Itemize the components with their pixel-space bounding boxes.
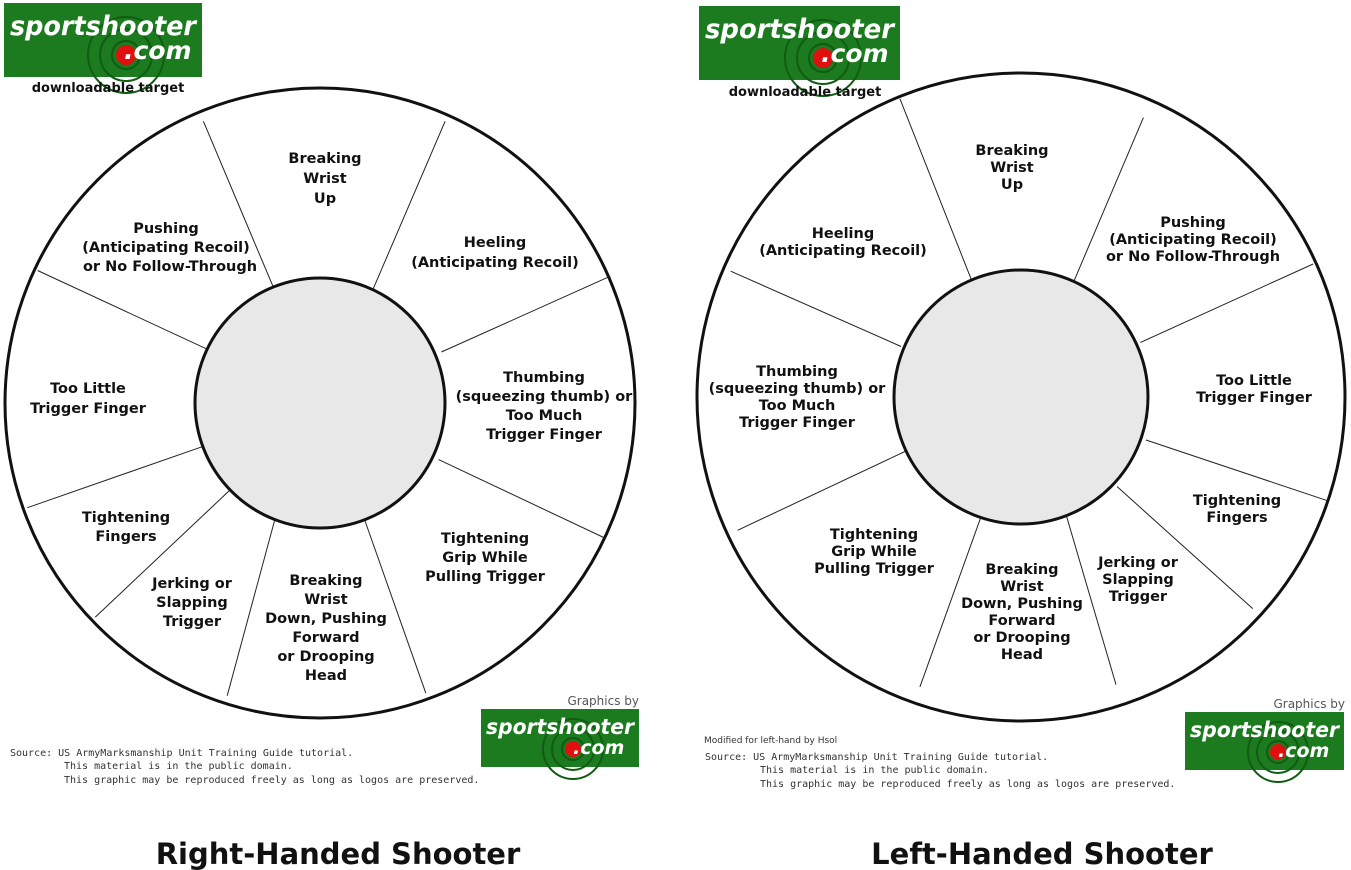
label-line: Too Much (758, 398, 836, 414)
svg-text:TighteningGrip WhilePulling Tr (814, 527, 935, 577)
caption: Right-Handed Shooter (155, 837, 521, 870)
source-note (10, 748, 479, 786)
segment-jerking (1097, 555, 1179, 605)
bottom-logo (1185, 712, 1344, 782)
label-line: Grip While (442, 550, 528, 566)
label-line: Trigger Finger (486, 427, 602, 443)
label-line: Too Little (50, 381, 126, 397)
label-line: (Anticipating Recoil) (411, 255, 579, 271)
downloadable-label: downloadable target (728, 85, 882, 100)
center-bullseye (195, 278, 445, 528)
label-line: Breaking (288, 151, 362, 167)
caption: Left-Handed Shooter (871, 837, 1213, 870)
panel-left-handed (697, 6, 1345, 870)
label-line: Breaking (985, 562, 1059, 578)
label-line: or Drooping (277, 649, 375, 665)
label-line: Head (1000, 647, 1044, 663)
label-line: Trigger Finger (739, 415, 855, 431)
top-logo (4, 3, 202, 93)
label-line: or No Follow-Through (1105, 249, 1281, 265)
label-line: Too Little (1216, 373, 1292, 389)
label-line: Trigger (1108, 589, 1168, 605)
logo-word: sportshooter (1190, 718, 1341, 742)
label-line: Thumbing (503, 370, 585, 386)
label-line: or No Follow-Through (82, 259, 258, 275)
logo-suffix: .com (1278, 740, 1330, 762)
label-line: Breaking (289, 573, 363, 589)
source-line: This material is in the public domain. (760, 765, 989, 776)
bottom-logo (481, 709, 639, 779)
label-line: Wrist (304, 592, 348, 608)
logo-suffix: .com (573, 737, 625, 759)
logo-word: sportshooter (705, 14, 896, 45)
label-line: Wrist (990, 160, 1034, 176)
source-note (705, 752, 1175, 790)
label-line: Trigger (162, 614, 222, 630)
label-line: Up (313, 191, 337, 207)
label-line: Tightening (1192, 493, 1282, 509)
svg-text:TighteningGrip WhilePulling Tr (425, 531, 546, 585)
downloadable-label: downloadable target (31, 81, 185, 96)
source-line: This graphic may be reproduced freely as long as logos are preserved. (64, 775, 480, 786)
center-bullseye (894, 270, 1148, 524)
label-line: Pushing (133, 221, 199, 237)
graphics-by-label: Graphics by (1273, 697, 1345, 711)
label-line: Heeling (811, 226, 875, 242)
label-line: Wrist (303, 171, 347, 187)
label-line: Too Much (505, 408, 583, 424)
label-line: Tightening (829, 527, 919, 543)
label-line: (Anticipating Recoil) (82, 240, 250, 256)
label-line: Thumbing (756, 364, 838, 380)
source-line: This material is in the public domain. (64, 761, 293, 772)
source-line: This graphic may be reproduced freely as long as logos are preserved. (760, 779, 1176, 790)
label-line: Head (304, 668, 348, 684)
logo-word: sportshooter (10, 11, 198, 42)
label-line: Pushing (1160, 215, 1226, 231)
label-line: Jerking or (152, 576, 232, 592)
label-line: Up (1000, 177, 1024, 193)
segment-tightening-grip (425, 531, 546, 585)
target-wheel (5, 88, 635, 718)
logo-suffix: .com (821, 39, 889, 68)
label-line: Fingers (95, 529, 157, 545)
label-line: Grip While (831, 544, 917, 560)
label-line: Breaking (975, 143, 1049, 159)
label-line: Jerking or (1098, 555, 1178, 571)
graphics-by-label: Graphics by (567, 694, 639, 708)
source-line: Source: US ArmyMarksmanship Unit Training Guide tutorial. (10, 748, 354, 759)
label-line: Fingers (1206, 510, 1268, 526)
label-line: Heeling (463, 235, 527, 251)
segment-tightening-grip (814, 527, 935, 577)
logo-suffix: .com (124, 36, 192, 65)
label-line: Slapping (156, 595, 228, 611)
label-line: Down, Pushing (265, 611, 387, 627)
svg-text:Jerking orSlappingTrigger (1097, 555, 1179, 605)
source-line: Source: US ArmyMarksmanship Unit Training Guide tutorial. (705, 752, 1049, 763)
label-line: (Anticipating Recoil) (1109, 232, 1277, 248)
label-line: Pulling Trigger (425, 569, 545, 585)
svg-text:Jerking orSlappingTrigger (151, 576, 233, 630)
label-line: (squeezing thumb) or (455, 389, 633, 405)
label-line: (Anticipating Recoil) (759, 243, 927, 259)
segment-jerking (151, 576, 233, 630)
label-line: Forward (988, 613, 1056, 629)
label-line: (squeezing thumb) or (708, 381, 886, 397)
label-line: Slapping (1102, 572, 1174, 588)
panel-right-handed (4, 3, 639, 870)
target-wheel (697, 73, 1345, 721)
modified-note: Modified for left-hand by Hsol (704, 736, 838, 746)
label-line: Pulling Trigger (814, 561, 934, 577)
label-line: Wrist (1000, 579, 1044, 595)
top-logo (699, 6, 900, 96)
label-line: Tightening (81, 510, 171, 526)
label-line: or Drooping (973, 630, 1071, 646)
label-line: Down, Pushing (961, 596, 1083, 612)
label-line: Trigger Finger (30, 401, 146, 417)
label-line: Trigger Finger (1196, 390, 1312, 406)
logo-word: sportshooter (486, 715, 636, 739)
label-line: Forward (292, 630, 360, 646)
label-line: Tightening (440, 531, 530, 547)
